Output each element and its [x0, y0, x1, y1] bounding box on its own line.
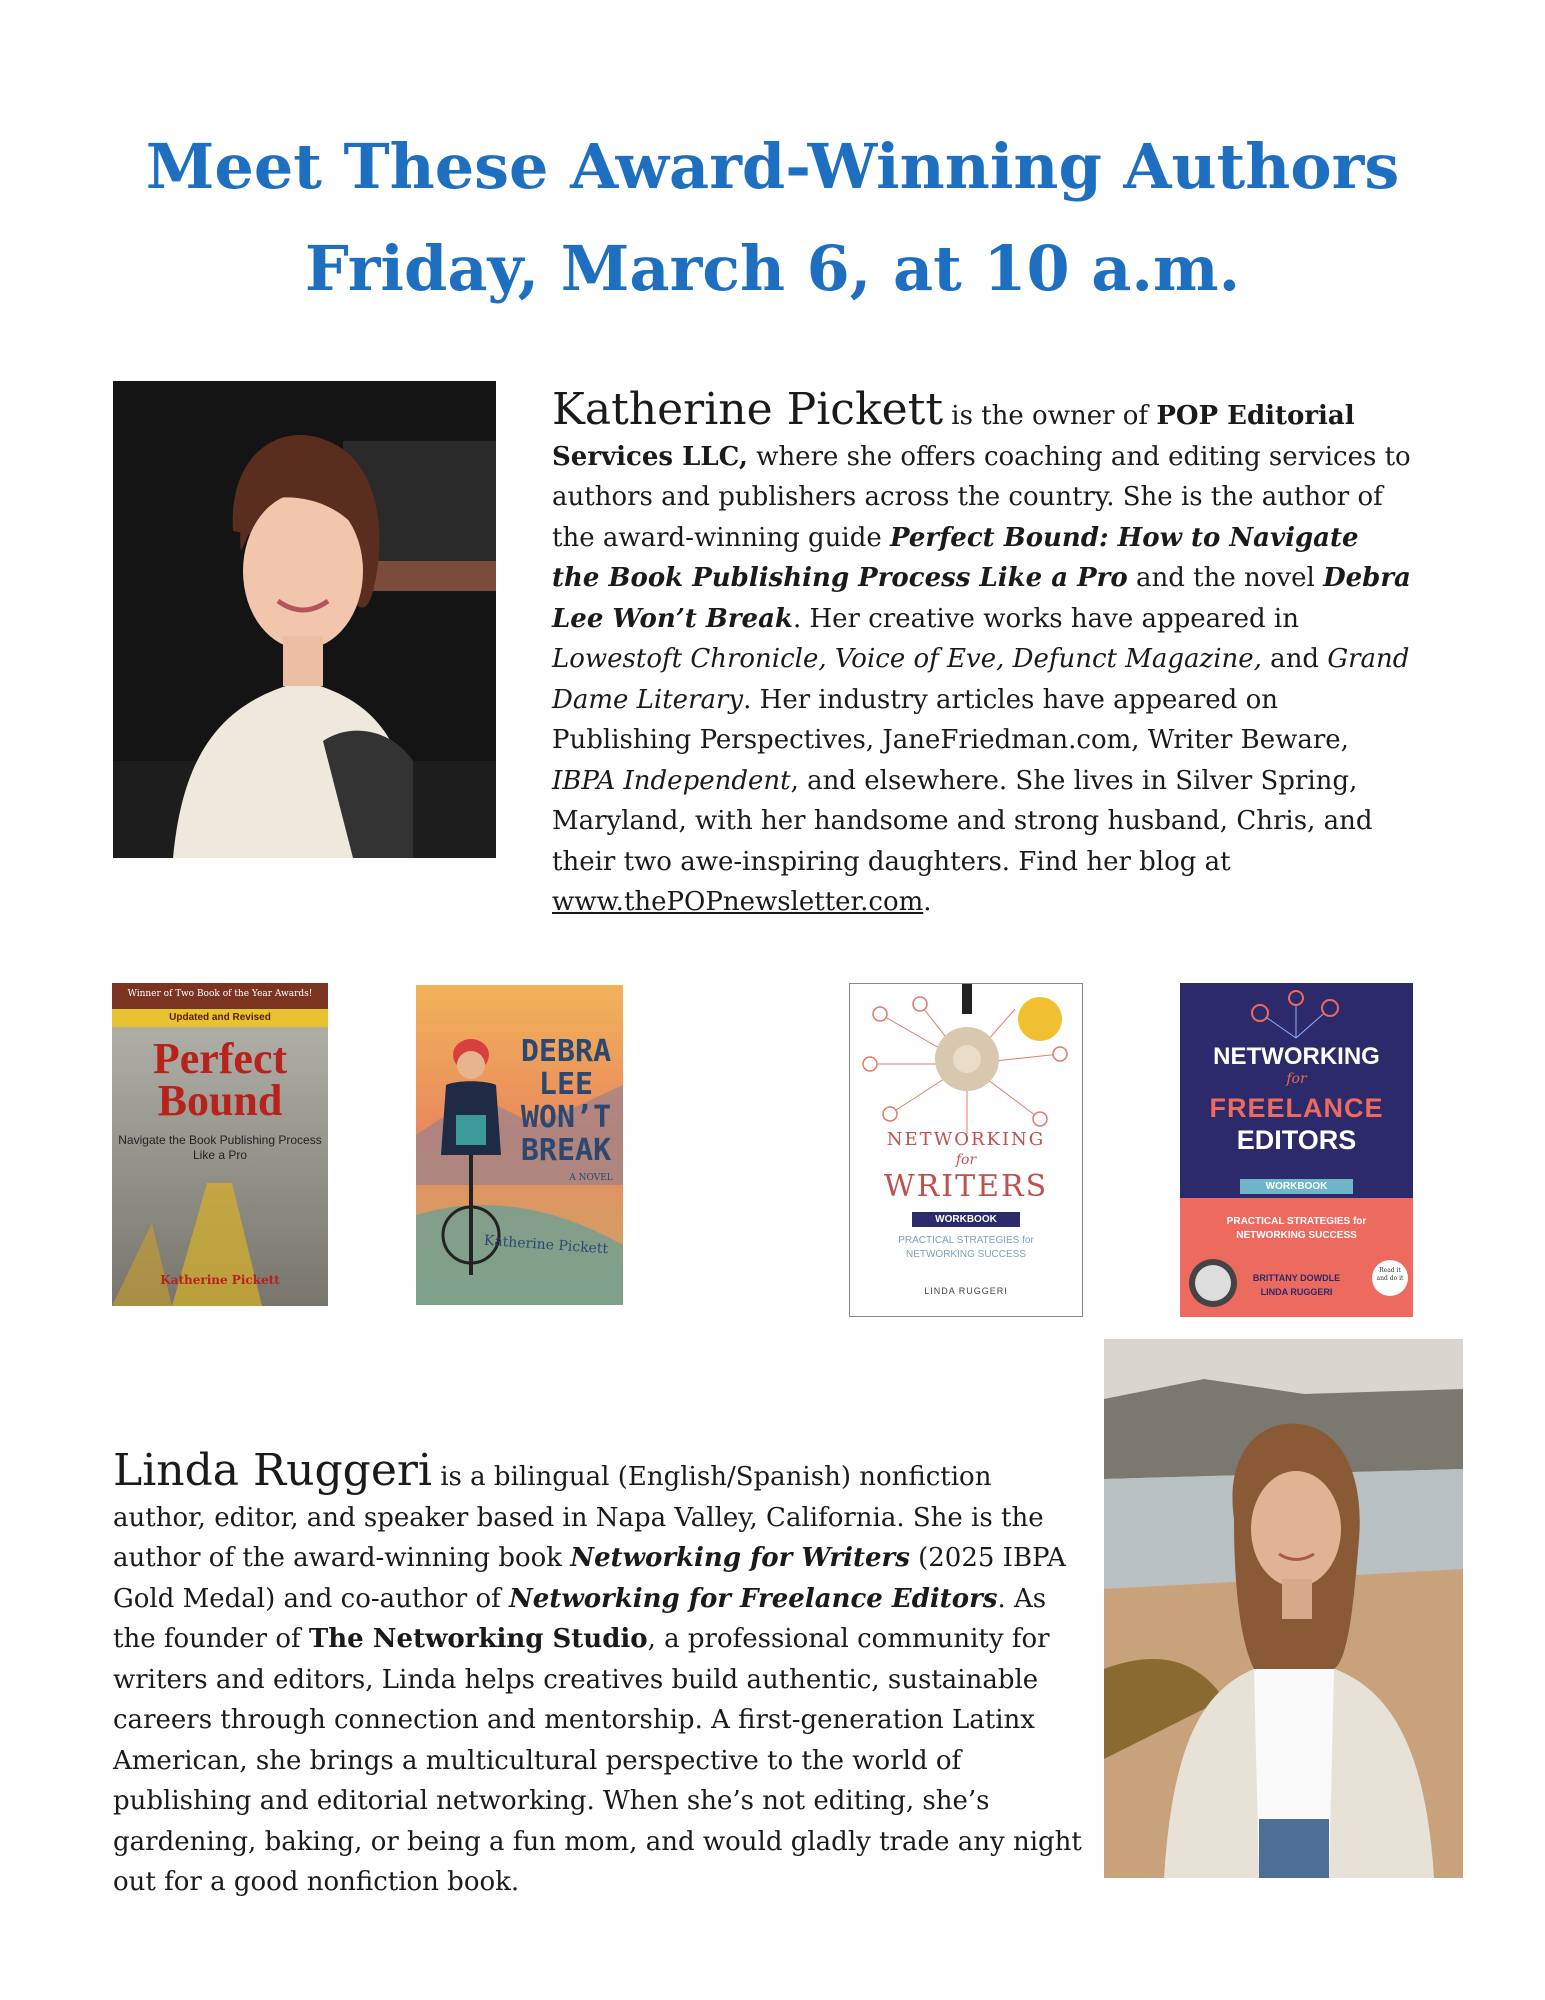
- linda-ruggeri-bio: Linda Ruggeri is a bilingual (English/Spanish) nonfiction author, editor, and speaker based in Napa Valley, California. She is the author of the award-winning book Networking for Writers (2025 IBPA Gold Medal) and co-author of Networking for Freelance Editors. As the founder of The Networking Studio, a professional community for writers and editors, Linda helps creatives build authentic, sustainable careers through connection and mentorship. A first-generation Latinx American, she brings a multicultural perspective to the world of publishing and editorial networking. When she’s not editing, she’s gardening, baking, or being a fun mom, and would gladly trade any night out for a good nonfiction book.: [113, 1445, 1082, 1897]
- linda-ruggeri-name: Linda Ruggeri: [113, 1445, 432, 1496]
- katherine-pickett-name: Katherine Pickett: [552, 384, 944, 435]
- event-heading: Meet These Award-Winning Authors: [145, 130, 1400, 203]
- linda-ruggeri-photo: [1104, 1339, 1463, 1878]
- networking-for-freelance-editors-cover: NETWORKING for FREELANCE EDITORS WORKBOOK PRACTICAL STRATEGIES for NETWORKING SUCCESS BRITTANY DOWDLE LINDA RUGGERI Read it and do it: [1180, 983, 1413, 1317]
- debra-lee-cover: DEBRA LEE WON’T BREAK A NOVEL Katherine Pickett: [416, 985, 623, 1305]
- katherine-pickett-photo: [113, 381, 496, 858]
- perfect-bound-title-a: Perfect: [152, 1034, 288, 1083]
- katherine-pickett-bio: Katherine Pickett is the owner of POP Editorial Services LLC, where she offers coaching and editing services to authors and publishers across the country. She is the author of the award-winning guide Perfect Bound: How to Navigate the Book Publishing Process Like a Pro and the novel Debra Lee Won’t Break. Her creative works have appeared in Lowestoft Chronicle, Voice of Eve, Defunct Magazine, and Grand Dame Literary. Her industry articles have appeared on Publishing Perspectives, JaneFriedman.com, Writer Beware, IBPA Independent, and elsewhere. She lives in Silver Spring, Maryland, with her handsome and strong husband, Chris, and their two awe-inspiring daughters. Find her blog at www.thePOPnewsletter.com.: [552, 384, 1411, 917]
- networking-for-writers-cover: NETWORKING for WRITERS WORKBOOK PRACTICAL STRATEGIES for NETWORKING SUCCESS LINDA RUGGERI: [849, 983, 1083, 1317]
- perfect-bound-cover: Winner of Two Book of the Year Awards! Updated and Revised Perfect Bound Navigate the Book Publishing Process Like a Pro Katherine Pickett: [112, 983, 328, 1306]
- event-date: Friday, March 6, at 10 a.m.: [304, 232, 1241, 305]
- perfect-bound-title-b: Bound: [157, 1076, 283, 1125]
- blog-link[interactable]: www.thePOPnewsletter.com: [552, 887, 924, 917]
